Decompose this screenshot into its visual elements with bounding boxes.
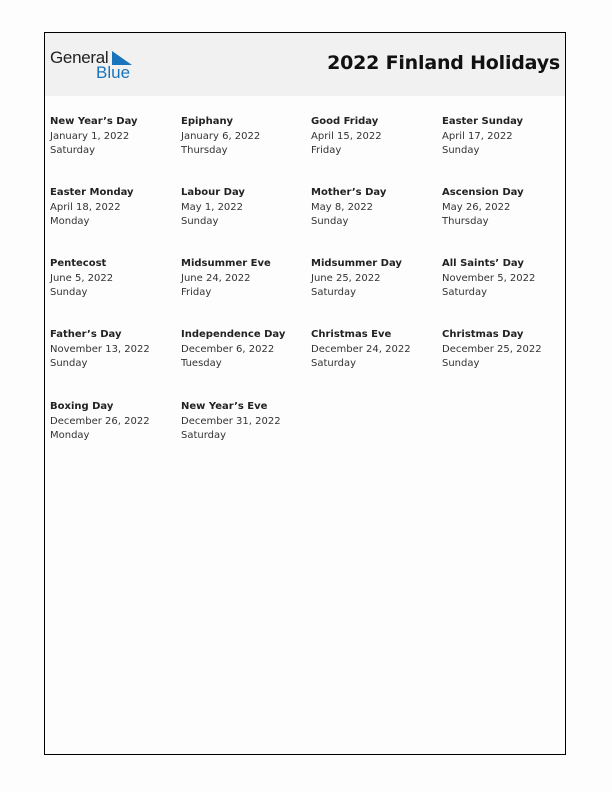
holiday-date: June 25, 2022 bbox=[311, 272, 381, 284]
holiday-entry bbox=[311, 328, 436, 372]
holiday-weekday: Monday bbox=[50, 216, 90, 227]
holiday-entry bbox=[442, 115, 567, 159]
holiday-weekday: Saturday bbox=[181, 430, 227, 441]
holiday-weekday: Sunday bbox=[50, 287, 88, 298]
holiday-date: April 17, 2022 bbox=[442, 130, 513, 142]
page-header bbox=[45, 33, 565, 96]
holiday-weekday: Thursday bbox=[442, 216, 489, 227]
holiday-weekday: Sunday bbox=[442, 358, 480, 369]
holiday-date: June 24, 2022 bbox=[181, 272, 251, 284]
holiday-entry bbox=[50, 115, 175, 159]
holiday-date: December 6, 2022 bbox=[181, 343, 275, 355]
holiday-weekday: Sunday bbox=[442, 145, 480, 156]
holiday-name: Christmas Day bbox=[442, 329, 524, 340]
holiday-weekday: Saturday bbox=[50, 145, 96, 156]
holiday-date: May 8, 2022 bbox=[311, 201, 374, 213]
holiday-entry bbox=[311, 186, 436, 230]
holiday-name: All Saints’ Day bbox=[442, 258, 524, 269]
page-title: 2022 Finland Holidays bbox=[327, 52, 560, 74]
holiday-name: New Year’s Day bbox=[50, 116, 138, 127]
holiday-entry bbox=[50, 328, 175, 372]
holiday-name: Good Friday bbox=[311, 116, 379, 127]
holiday-weekday: Tuesday bbox=[181, 358, 222, 369]
holiday-date: May 26, 2022 bbox=[442, 201, 511, 213]
holiday-date: December 31, 2022 bbox=[181, 415, 281, 427]
holiday-entry bbox=[442, 186, 567, 230]
holiday-date: November 5, 2022 bbox=[442, 272, 536, 284]
holiday-entry bbox=[50, 400, 175, 444]
holiday-entry bbox=[311, 115, 436, 159]
holiday-entry bbox=[181, 186, 306, 230]
holiday-entry bbox=[50, 257, 175, 301]
holiday-name: Labour Day bbox=[181, 187, 245, 198]
holiday-entry bbox=[442, 328, 567, 372]
holiday-name: Christmas Eve bbox=[311, 329, 392, 340]
holiday-entry bbox=[442, 257, 567, 301]
holiday-weekday: Sunday bbox=[50, 358, 88, 369]
holiday-name: Ascension Day bbox=[442, 187, 524, 198]
holiday-name: Father’s Day bbox=[50, 329, 122, 340]
holiday-date: December 25, 2022 bbox=[442, 343, 542, 355]
holiday-weekday: Friday bbox=[181, 287, 212, 298]
holiday-weekday: Monday bbox=[50, 430, 90, 441]
holiday-name: Easter Monday bbox=[50, 187, 134, 198]
holiday-weekday: Saturday bbox=[311, 287, 357, 298]
holiday-name: New Year’s Eve bbox=[181, 401, 268, 412]
holiday-weekday: Sunday bbox=[311, 216, 349, 227]
logo-word-blue: Blue bbox=[96, 63, 131, 82]
holiday-date: December 24, 2022 bbox=[311, 343, 411, 355]
calendar-page bbox=[44, 32, 566, 755]
holiday-date: November 13, 2022 bbox=[50, 343, 150, 355]
holiday-date: May 1, 2022 bbox=[181, 201, 244, 213]
holiday-name: Easter Sunday bbox=[442, 116, 524, 127]
holiday-weekday: Saturday bbox=[442, 287, 488, 298]
holiday-entry bbox=[181, 115, 306, 159]
holiday-entry bbox=[181, 257, 306, 301]
holiday-weekday: Sunday bbox=[181, 216, 219, 227]
holiday-weekday: Friday bbox=[311, 145, 342, 156]
holiday-name: Independence Day bbox=[181, 329, 286, 340]
holiday-date: January 1, 2022 bbox=[50, 130, 130, 142]
holiday-name: Boxing Day bbox=[50, 401, 114, 412]
holiday-date: April 18, 2022 bbox=[50, 201, 121, 213]
holiday-weekday: Saturday bbox=[311, 358, 357, 369]
holiday-date: December 26, 2022 bbox=[50, 415, 150, 427]
holiday-name: Midsummer Day bbox=[311, 258, 402, 269]
holiday-entry bbox=[181, 328, 306, 372]
holiday-entry bbox=[181, 400, 306, 444]
holiday-date: April 15, 2022 bbox=[311, 130, 382, 142]
holiday-name: Midsummer Eve bbox=[181, 258, 271, 269]
generalblue-logo bbox=[50, 49, 140, 83]
holiday-name: Pentecost bbox=[50, 258, 107, 269]
holiday-name: Mother’s Day bbox=[311, 187, 387, 198]
holiday-name: Epiphany bbox=[181, 116, 234, 127]
holiday-weekday: Thursday bbox=[181, 145, 228, 156]
logo-word-general: General bbox=[50, 48, 109, 67]
holiday-entry bbox=[311, 257, 436, 301]
holiday-date: January 6, 2022 bbox=[181, 130, 261, 142]
holiday-entry bbox=[50, 186, 175, 230]
holiday-date: June 5, 2022 bbox=[50, 272, 114, 284]
